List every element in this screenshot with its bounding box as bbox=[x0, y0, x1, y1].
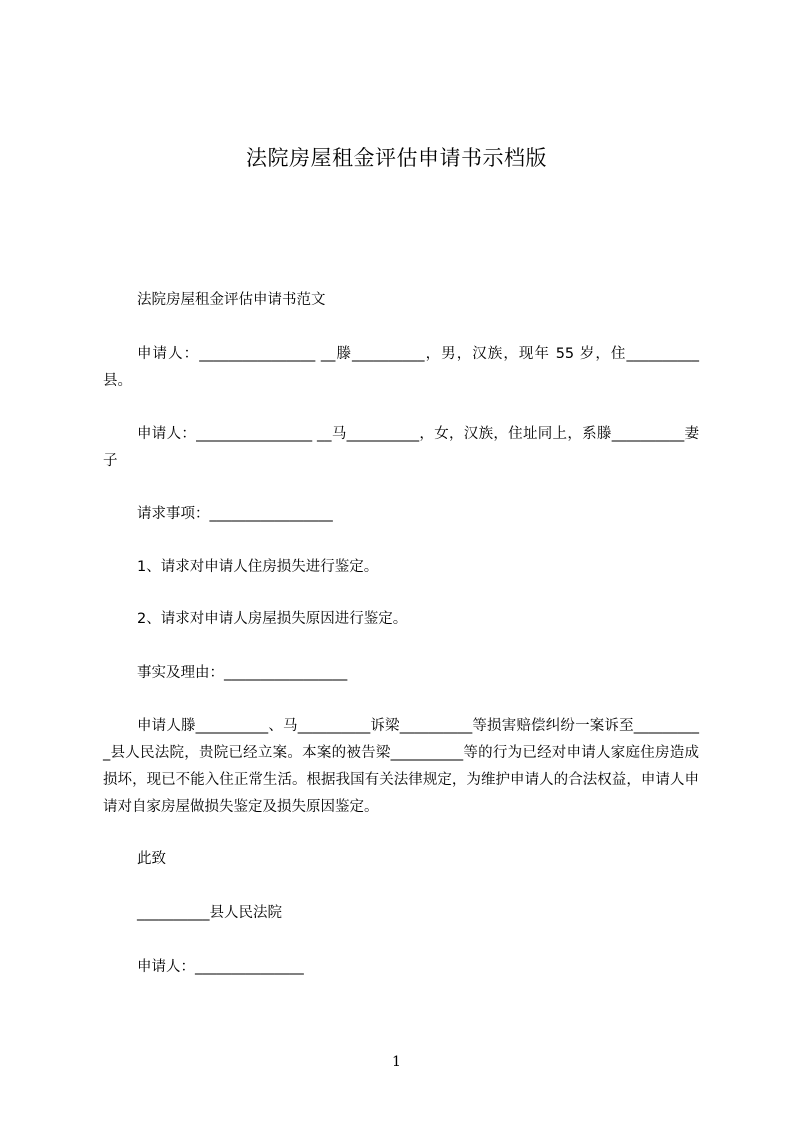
court-addressee: __________县人民法院 bbox=[137, 905, 282, 921]
page-number: 1 bbox=[392, 1054, 401, 1070]
signature-line: 申请人：_______________ bbox=[137, 959, 304, 975]
document-subtitle: 法院房屋租金评估申请书范文 bbox=[137, 292, 326, 308]
request-item-1: 1、请求对申请人住房损失进行鉴定。 bbox=[137, 559, 379, 575]
document-title: 法院房屋租金评估申请书示档版 bbox=[246, 146, 547, 170]
request-heading: 请求事项：_________________ bbox=[137, 506, 333, 522]
applicant-1-paragraph: 申请人：________________ __滕__________，男，汉族，现年 55 岁，住__________县。 bbox=[103, 346, 699, 389]
closing-text: 此致 bbox=[137, 851, 166, 867]
request-item-2: 2、请求对申请人房屋损失原因进行鉴定。 bbox=[137, 611, 408, 627]
facts-paragraph: 申请人滕__________、马__________诉梁__________等损害赔偿纠纷一案诉至__________县人民法院，贵院已经立案。本案的被告梁__________等的行为已经对申请人家庭住房造成损坏，现已不能入住正常生活。根据我国有关法律规定，为维护申请人的合法权益，申请人申请对自家房屋做损失鉴定及损失原因鉴定。 bbox=[103, 718, 699, 815]
facts-heading: 事实及理由：_________________ bbox=[137, 665, 348, 681]
applicant-2-paragraph: 申请人：________________ __马__________，女，汉族，住址同上，系滕__________妻子 bbox=[103, 426, 699, 469]
